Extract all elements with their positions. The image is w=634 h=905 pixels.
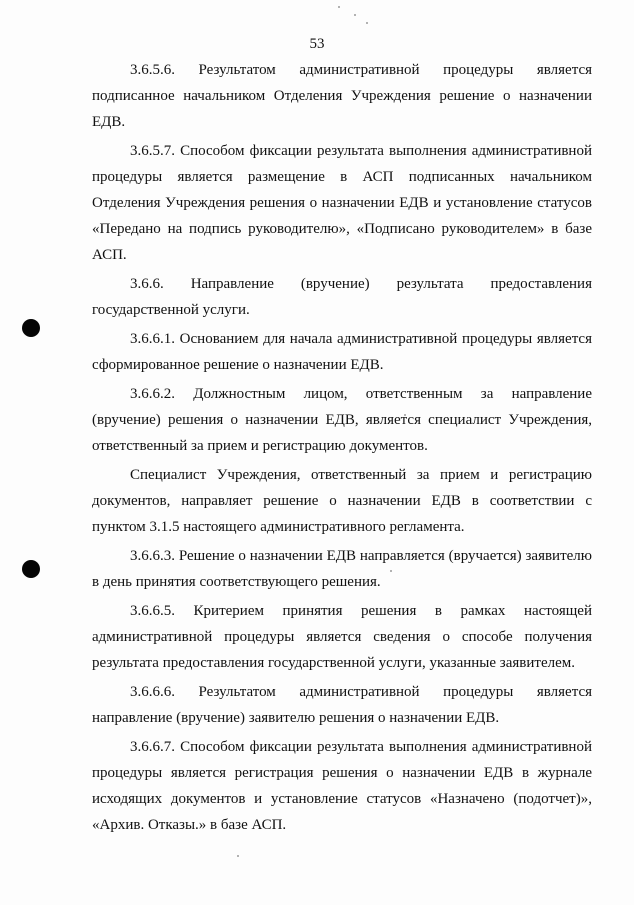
scan-speck (354, 14, 356, 16)
punch-hole-mark (22, 319, 40, 337)
paragraph-3-6-5-7: 3.6.5.7. Способом фиксации результата выполнения административной процедуры является размещение в АСП подписанных начальником Отделения Учреждения решения о назначении ЕДВ и установление статусов «Передано на подпись руководителю», «Подписано руководителем» в базе АСП. (92, 143, 592, 263)
paragraph-3-6-6-7: 3.6.6.7. Способом фиксации результата выполнения административной процедуры является регистрация решения о назначении ЕДВ в журнале исходящих документов и установление статусов «Назначено (подотчет)», «Архив. Отказы.» в базе АСП. (92, 739, 592, 833)
page-number: 53 (309, 36, 325, 52)
document-body (92, 57, 592, 841)
paragraph-3-6-6-5: 3.6.6.5. Критерием принятия решения в рамках настоящей административной процедуры является сведения о способе получения результата предоставления государственной услуги, указанные заявителем. (92, 603, 592, 671)
paragraph-3-6-6-2: 3.6.6.2. Должностным лицом, ответственным за направление (вручение) решения о назначении ЕДВ, является специалист Учреждения, ответственный за прием и регистрацию документов. (92, 386, 592, 454)
paragraph-specialist: Специалист Учреждения, ответственный за прием и регистрацию документов, направляет решение о назначении ЕДВ в соответствии с пунктом 3.1.5 настоящего административного регламента. (92, 467, 592, 535)
paragraph-3-6-5-6: 3.6.5.6. Результатом административной процедуры является подписанное начальником Отделения Учреждения решение о назначении ЕДВ. (92, 62, 592, 130)
scan-speck (366, 22, 368, 24)
paragraph-3-6-6-1: 3.6.6.1. Основанием для начала административной процедуры является сформированное решение о назначении ЕДВ. (92, 331, 592, 373)
scan-speck (237, 855, 239, 857)
paragraph-3-6-6-3: 3.6.6.3. Решение о назначении ЕДВ направляется (вручается) заявителю в день принятия соответствующего решения. (92, 548, 592, 590)
paragraph-3-6-6: 3.6.6. Направление (вручение) результата предоставления государственной услуги. (92, 276, 592, 318)
scan-speck (338, 6, 340, 8)
paragraph-3-6-6-6: 3.6.6.6. Результатом административной процедуры является направление (вручение) заявителю решения о назначении ЕДВ. (92, 684, 592, 726)
punch-hole-mark (22, 560, 40, 578)
